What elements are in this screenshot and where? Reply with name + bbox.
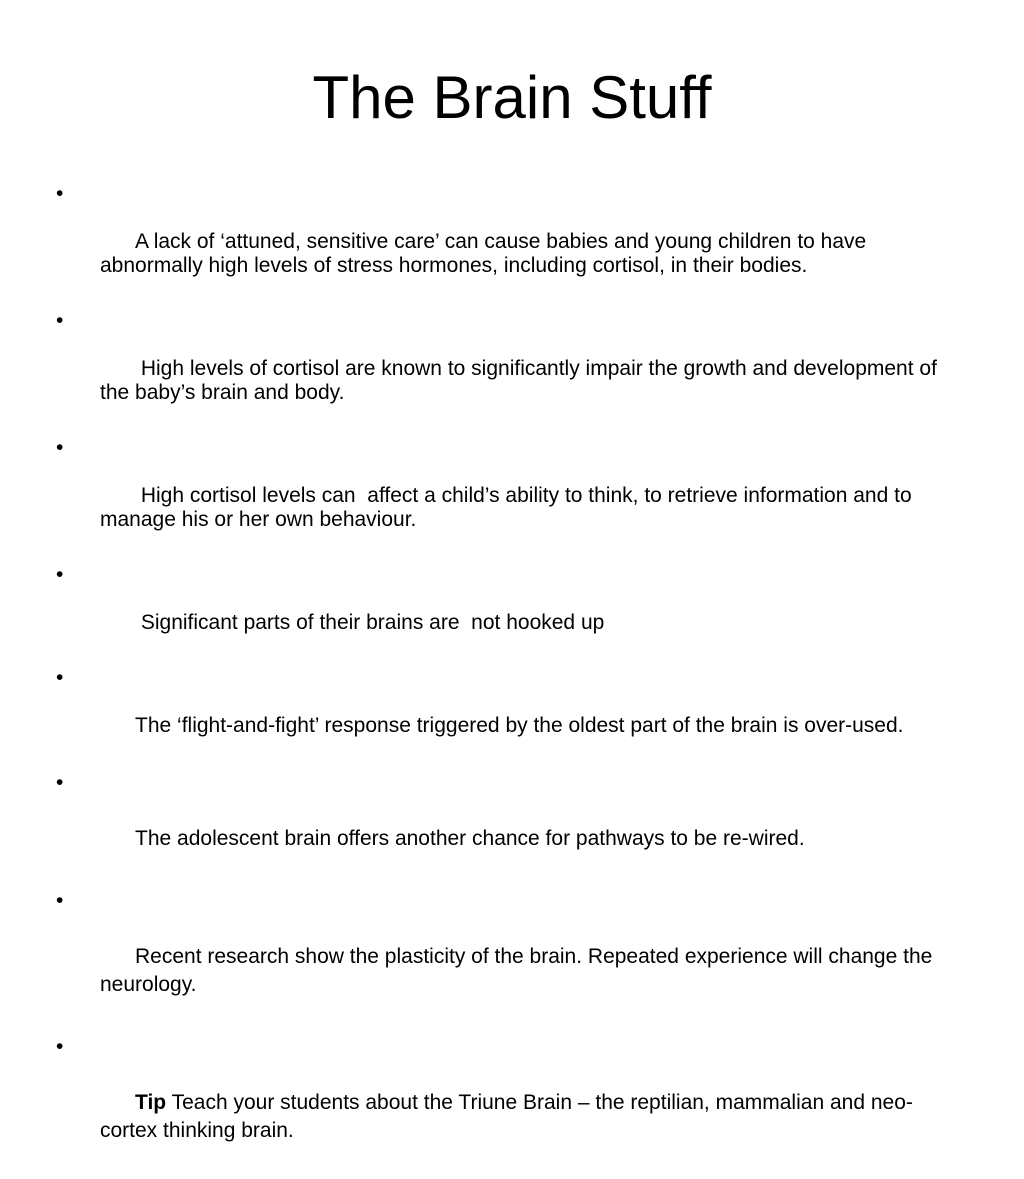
bullet-icon: • [56,889,64,912]
bullet-icon: • [56,1035,64,1058]
list-item [56,309,956,429]
list-item [56,666,956,762]
bullet-text: High levels of cortisol are known to significantly impair the growth and development of the baby’s brain and body. [100,357,943,404]
bullet-text: The ‘flight-and-fight’ response triggered by the oldest part of the brain is over-used. [135,714,904,737]
list-item [56,769,956,881]
list-item [56,563,956,659]
bullet-text: Recent research show the plasticity of the brain. Repeated experience will change the neurology. [100,945,939,996]
bullet-icon: • [56,182,64,205]
list-item [56,182,956,302]
slide-title: The Brain Stuff [312,64,712,131]
bullet-icon: • [56,309,64,332]
bullet-text: Significant parts of their brains are not hooked up [135,611,605,634]
tip-label: Tip [135,1091,167,1114]
bullet-icon: • [56,436,64,459]
list-item [56,436,956,556]
bullet-icon: • [56,771,64,794]
bullet-list [56,182,956,1179]
bullet-icon: • [56,666,64,689]
list-item [56,887,956,1027]
bullet-text: High cortisol levels can affect a child’s ability to think, to retrieve information and to manage his or her own behaviour. [100,484,918,531]
bullet-text: The adolescent brain offers another chance for pathways to be re-wired. [135,827,805,850]
bullet-icon: • [56,563,64,586]
bullet-text: Teach your students about the Triune Brain – the reptilian, mammalian and neo-cortex thinking brain. [100,1091,913,1142]
bullet-text: A lack of ‘attuned, sensitive care’ can cause babies and young children to have abnormally high levels of stress hormones, including cortisol, in their bodies. [100,230,873,277]
list-item [56,1033,956,1173]
